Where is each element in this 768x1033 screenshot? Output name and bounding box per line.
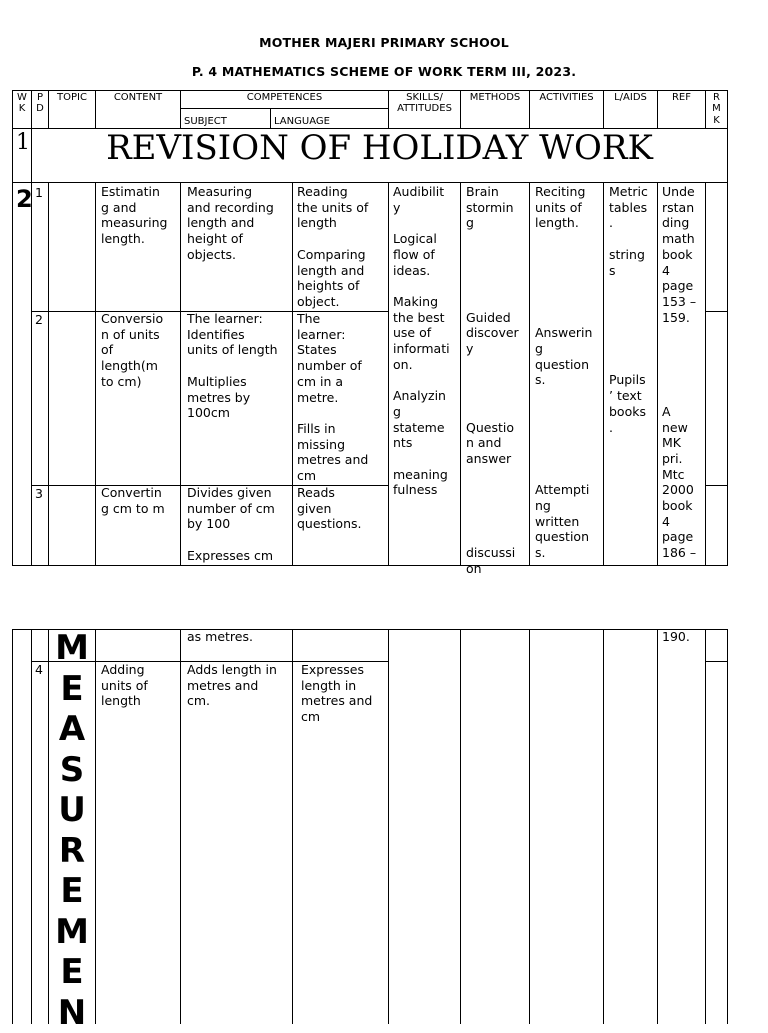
col-header-laids: L/AIDS — [604, 92, 657, 103]
learning-aids-cell: Metric tables . string s Pupils ’ text books . — [609, 184, 648, 435]
topic-letter: A — [50, 709, 94, 750]
col-header-topic: TOPIC — [49, 92, 95, 103]
reference-cell: Unde rstan ding math book 4 page 153 – 159. A new MK pri. Mtc 2000 book 4 page 186 – — [662, 184, 696, 561]
week-1-number: 1 — [16, 130, 30, 155]
content-cell: Estimatin g and measuring length. — [101, 184, 167, 247]
activities-cell: Reciting units of length. Answerin g question s. Attempti ng written question s. — [535, 184, 592, 561]
col-header-ref: REF — [658, 92, 705, 103]
subject-competence-continued: as metres. — [187, 629, 253, 645]
topic-letter: R — [50, 831, 94, 872]
subject-competence-cell: Measuring and recording length and height of objects. — [187, 184, 274, 263]
col-header-methods: METHODS — [461, 92, 529, 103]
col-header-competences: COMPETENCES — [181, 92, 388, 103]
topic-letter: M — [50, 912, 94, 953]
topic-letter: N — [50, 993, 94, 1033]
period-number: 3 — [35, 486, 43, 502]
col-header-language: LANGUAGE — [274, 116, 384, 127]
topic-letter: E — [50, 952, 94, 993]
col-header-activities: ACTIVITIES — [530, 92, 603, 103]
scheme-title: P. 4 MATHEMATICS SCHEME OF WORK TERM III, 2023. — [0, 64, 768, 79]
subject-competence-cell: Adds length in metres and cm. — [187, 662, 277, 709]
col-header-skills: SKILLS/ ATTITUDES — [389, 92, 460, 115]
language-competence-cell: Reading the units of length Comparing length and heights of object. — [297, 184, 368, 310]
topic-measurement-vertical — [50, 628, 94, 1033]
subject-competence-cell: The learner: Identifies units of length Multiplies metres by 100cm — [187, 311, 278, 421]
topic-letter: U — [50, 790, 94, 831]
skills-attitudes-cell: Audibilit y Logical flow of ideas. Making the best use of informati on. Analyzin g stateme nts meaning fulness — [393, 184, 450, 498]
period-number: 4 — [35, 662, 43, 678]
topic-letter: E — [50, 669, 94, 710]
content-cell: Adding units of length — [101, 662, 148, 709]
period-number: 2 — [35, 312, 43, 328]
period-number: 1 — [35, 185, 43, 201]
content-cell: Conversio n of units of length(m to cm) — [101, 311, 163, 390]
methods-cell: Brain stormin g Guided discover y Questio n and answer discussi on — [466, 184, 519, 577]
col-header-content: CONTENT — [96, 92, 180, 103]
col-header-remarks: R M K — [706, 92, 727, 126]
school-name: MOTHER MAJERI PRIMARY SCHOOL — [0, 35, 768, 50]
reference-continued: 190. — [662, 629, 690, 645]
col-header-period: P D — [32, 92, 48, 115]
col-header-week: W K — [13, 92, 31, 115]
language-competence-cell: Reads given questions. — [297, 485, 362, 532]
subject-competence-cell: Divides given number of cm by 100 Expresses cm — [187, 485, 275, 564]
week-1-banner: REVISION OF HOLIDAY WORK — [32, 128, 727, 168]
topic-letter: S — [50, 750, 94, 791]
language-competence-cell: The learner: States number of cm in a metre. Fills in missing metres and cm — [297, 311, 368, 484]
col-header-subject: SUBJECT — [184, 116, 270, 127]
content-cell: Convertin g cm to m — [101, 485, 165, 516]
topic-letter: M — [50, 628, 94, 669]
topic-letter: E — [50, 871, 94, 912]
week-2-number: 2 — [16, 185, 33, 213]
language-competence-cell: Expresses length in metres and cm — [301, 662, 372, 725]
